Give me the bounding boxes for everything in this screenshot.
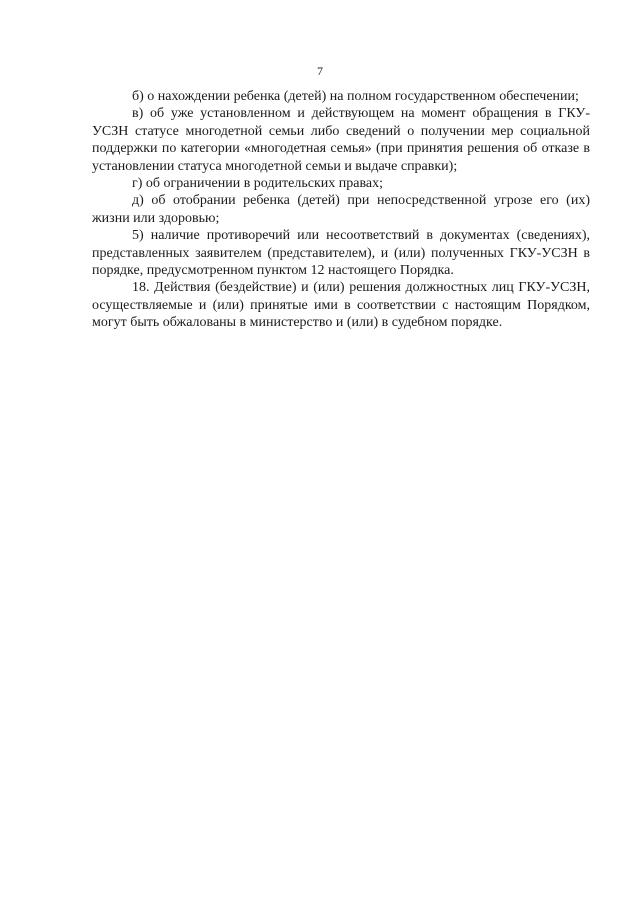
paragraph-section-18: 18. Действия (бездействие) и (или) решения должностных лиц ГКУ-УСЗН, осуществляемые и (или) принятые ими в соответствии с настоящим Порядком, могут быть обжалованы в министерство и (или) в судебном порядке. (92, 280, 590, 331)
document-body (92, 88, 590, 332)
paragraph-d: д) об отобрании ребенка (детей) при непосредственной угрозе его (их) жизни или здоровью; (92, 193, 590, 226)
page-number: 7 (317, 64, 323, 78)
paragraph-b: б) о нахождении ребенка (детей) на полном государственном обеспечении; (132, 89, 579, 104)
paragraph-v: в) об уже установленном и действующем на момент обращения в ГКУ-УСЗН статусе многодетной семьи либо сведений о получении мер социальной поддержки по категории «многодетная семья» (при принятия решения об отказе в установлении статуса многодетной семьи и выдаче справки); (92, 106, 590, 174)
paragraph-item-5: 5) наличие противоречий или несоответствий в документах (сведениях), представленных заявителем (представителем), и (или) полученных ГКУ-УСЗН в порядке, предусмотренном пунктом 12 настоящего Порядка. (92, 228, 590, 279)
paragraph-g: г) об ограничении в родительских правах; (132, 176, 383, 192)
